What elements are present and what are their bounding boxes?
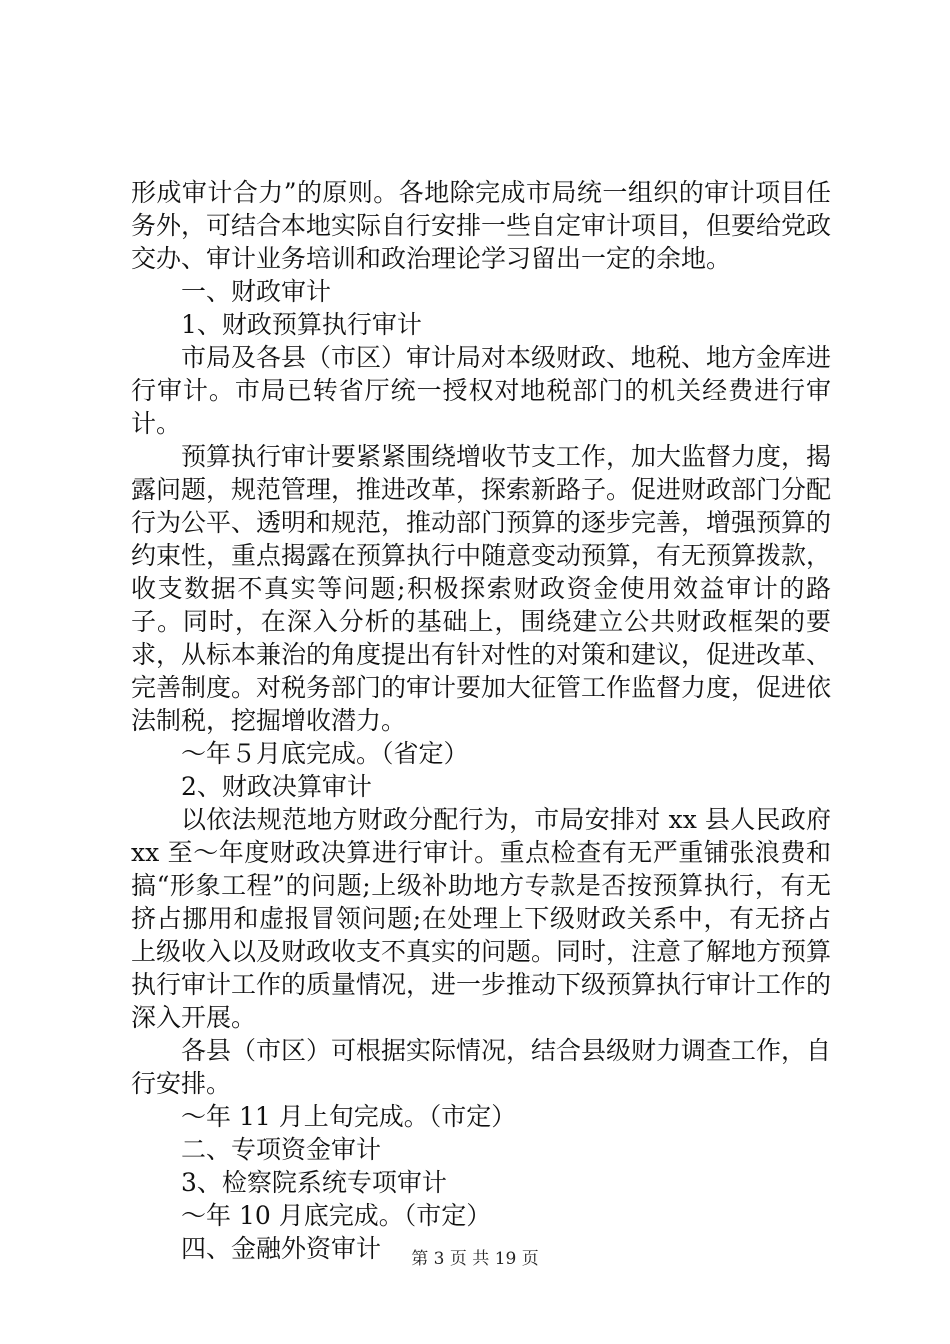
deadline-note: ～年 10 月底完成。（市定） [181, 1201, 492, 1230]
page-number-footer: 第 3 页 共 19 页 [411, 1249, 539, 1269]
paragraph: 市局及各县（市区）审计局对本级财政、地税、地方金库进行审计。市局已转省厅统一授权对地税部门的机关经费进行审计。 [131, 343, 832, 438]
paragraph: 形成审计合力”的原则。各地除完成市局统一组织的审计项目任务外，可结合本地实际自行安排一些自定审计项目，但要给党政交办、审计业务培训和政治理论学习留出一定的余地。 [131, 178, 832, 273]
section-heading-finance-foreign: 四、金融外资审计 [181, 1234, 382, 1263]
paragraph: 以依法规范地方财政分配行为，市局安排对 xx 县人民政府 xx 至～年度财政决算进行审计。重点检查有无严重铺张浪费和搞“形象工程”的问题;上级补助地方专款是否按预算执行，有无挤占挪用和虚报冒领问题;在处理上下级财政关系中，有无挤占上级收入以及财政收支不真实的问题。同时，注意了解地方预算执行审计工作的质量情况，进一步推动下级预算执行审计工作的深入开展。 [131, 805, 832, 1032]
section-heading-special-funds: 二、专项资金审计 [181, 1135, 382, 1164]
deadline-note: ～年 11 月上旬完成。（市定） [181, 1102, 517, 1131]
document-body [131, 176, 831, 1265]
paragraph: 各县（市区）可根据实际情况，结合县级财力调查工作，自行安排。 [131, 1036, 832, 1098]
section-heading-fiscal-audit: 一、财政审计 [181, 277, 332, 306]
subsection-heading-budget-execution: 1、财政预算执行审计 [181, 310, 422, 339]
paragraph: 预算执行审计要紧紧围绕增收节支工作，加大监督力度，揭露问题，规范管理，推进改革，探索新路子。促进财政部门分配行为公平、透明和规范，推动部门预算的逐步完善，增强预算的约束性，重点揭露在预算执行中随意变动预算，有无预算拨款，收支数据不真实等问题;积极探索财政资金使用效益审计的路子。同时，在深入分析的基础上，围绕建立公共财政框架的要求，从标本兼治的角度提出有针对性的对策和建议，促进改革、完善制度。对税务部门的审计要加大征管工作监督力度，促进依法制税，挖掘增收潜力。 [131, 442, 832, 735]
deadline-note: ～年５月底完成。（省定） [181, 739, 469, 768]
subsection-heading-procuratorate: 3、检察院系统专项审计 [181, 1168, 447, 1197]
subsection-heading-final-accounts: 2、财政决算审计 [181, 772, 372, 801]
